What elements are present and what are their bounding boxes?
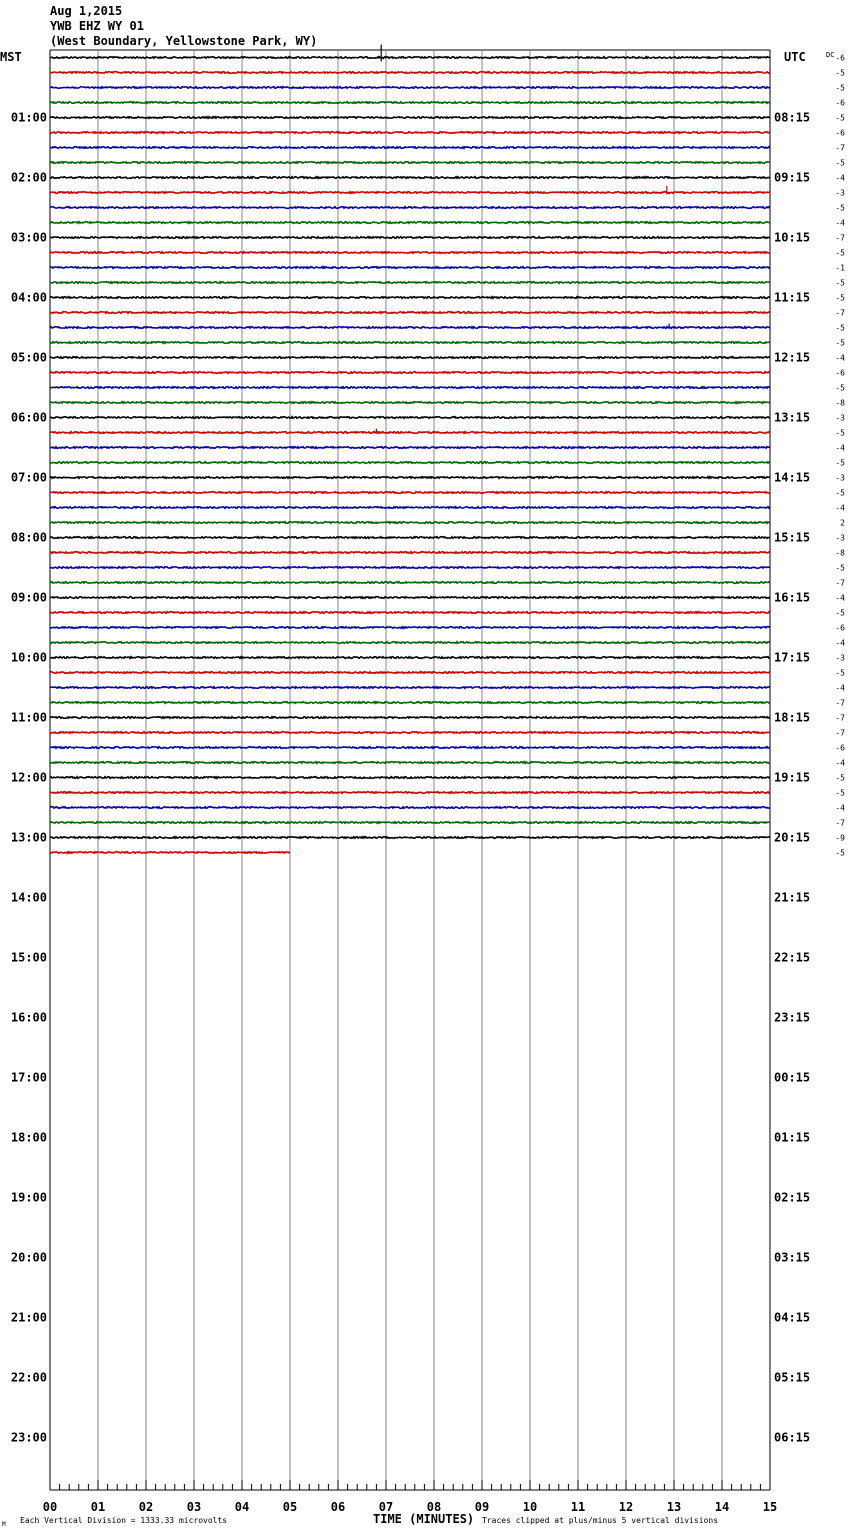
mst-hour-label: 02:00 bbox=[10, 170, 47, 185]
right-zone-label: UTC bbox=[784, 50, 806, 64]
dc-offset-label: -3 bbox=[835, 533, 845, 543]
dc-offset-label: -8 bbox=[835, 398, 845, 408]
seismic-trace bbox=[50, 702, 770, 704]
seismic-trace bbox=[50, 612, 770, 614]
seismic-trace bbox=[50, 267, 770, 269]
seismic-trace bbox=[50, 717, 770, 719]
utc-hour-label: 15:15 bbox=[774, 530, 811, 545]
utc-hour-label: 03:15 bbox=[774, 1250, 811, 1265]
dc-offset-label: 2 bbox=[840, 518, 845, 528]
dc-offset-label: -5 bbox=[835, 608, 845, 618]
seismic-trace bbox=[50, 57, 770, 59]
mst-hour-label: 06:00 bbox=[10, 410, 47, 425]
dc-offset-label: -5 bbox=[835, 458, 845, 468]
dc-offset-label: -7 bbox=[835, 818, 845, 828]
dc-offset-label: -4 bbox=[835, 353, 845, 363]
mst-hour-label: 10:00 bbox=[10, 650, 47, 665]
seismic-trace bbox=[50, 222, 770, 224]
dc-offset-label: -5 bbox=[835, 383, 845, 393]
dc-offset-label: -9 bbox=[835, 833, 845, 843]
seismic-trace bbox=[50, 807, 770, 809]
seismic-trace bbox=[50, 327, 770, 329]
seismic-trace bbox=[50, 837, 770, 839]
dc-offset-label: -4 bbox=[835, 758, 845, 768]
dc-offset-label: -4 bbox=[835, 803, 845, 813]
utc-hour-label: 17:15 bbox=[774, 650, 811, 665]
dc-offset-label: -4 bbox=[835, 638, 845, 648]
seismic-trace bbox=[50, 657, 770, 659]
x-tick-label: 11 bbox=[570, 1500, 586, 1514]
mst-hour-label: 19:00 bbox=[10, 1190, 47, 1205]
x-tick-label: 02 bbox=[138, 1500, 154, 1514]
dc-offset-label: -7 bbox=[835, 233, 845, 243]
seismic-trace bbox=[50, 147, 770, 149]
utc-hour-label: 10:15 bbox=[774, 230, 811, 245]
dc-offset-label: -7 bbox=[835, 698, 845, 708]
utc-hour-label: 01:15 bbox=[774, 1130, 811, 1145]
seismic-trace bbox=[50, 777, 770, 779]
seismic-trace bbox=[50, 237, 770, 239]
utc-hour-label: 02:15 bbox=[774, 1190, 811, 1205]
mst-hour-label: 23:00 bbox=[10, 1430, 47, 1445]
x-tick-label: 07 bbox=[378, 1500, 394, 1514]
dc-offset-label: -6 bbox=[835, 743, 845, 753]
seismic-trace bbox=[50, 537, 770, 539]
dc-offset-label: -5 bbox=[835, 563, 845, 573]
mst-hour-label: 01:00 bbox=[10, 110, 47, 125]
x-tick-label: 06 bbox=[330, 1500, 346, 1514]
utc-hour-label: 11:15 bbox=[774, 290, 811, 305]
utc-hour-label: 18:15 bbox=[774, 710, 811, 725]
seismic-trace bbox=[50, 342, 770, 344]
dc-offset-label: -4 bbox=[835, 173, 845, 183]
mst-hour-label: 15:00 bbox=[10, 950, 47, 965]
mst-hour-label: 20:00 bbox=[10, 1250, 47, 1265]
seismic-trace bbox=[50, 477, 770, 479]
seismic-trace bbox=[50, 177, 770, 179]
mst-hour-label: 16:00 bbox=[10, 1010, 47, 1025]
x-tick-label: 14 bbox=[714, 1500, 730, 1514]
dc-offset-label: -6 bbox=[835, 623, 845, 633]
mst-hour-label: 04:00 bbox=[10, 290, 47, 305]
dc-offset-label: -5 bbox=[835, 203, 845, 213]
dc-offset-label: -5 bbox=[835, 488, 845, 498]
dc-offset-label: -5 bbox=[835, 68, 845, 78]
seismic-trace bbox=[50, 297, 770, 299]
utc-hour-label: 21:15 bbox=[774, 890, 811, 905]
x-tick-label: 05 bbox=[282, 1500, 298, 1514]
utc-hour-label: 00:15 bbox=[774, 1070, 811, 1085]
utc-hour-label: 20:15 bbox=[774, 830, 811, 845]
footer-scale-note: Each Vertical Division = 1333.33 microvolts bbox=[20, 1516, 228, 1525]
seismic-trace bbox=[50, 72, 770, 74]
seismic-trace bbox=[50, 732, 770, 734]
utc-hour-label: 09:15 bbox=[774, 170, 811, 185]
mst-hour-label: 11:00 bbox=[10, 710, 47, 725]
seismic-trace bbox=[50, 402, 770, 404]
seismic-trace bbox=[50, 417, 770, 419]
dc-offset-label: -4 bbox=[835, 683, 845, 693]
seismic-trace bbox=[50, 567, 770, 569]
dc-offset-label: -7 bbox=[835, 713, 845, 723]
dc-offset-label: -5 bbox=[835, 848, 845, 858]
header-date: Aug 1,2015 bbox=[50, 4, 123, 18]
seismic-trace bbox=[50, 507, 770, 509]
footer-clip-note: Traces clipped at plus/minus 5 vertical divisions bbox=[482, 1516, 719, 1525]
seismic-trace bbox=[50, 252, 770, 254]
mst-hour-label: 14:00 bbox=[10, 890, 47, 905]
mst-hour-label: 22:00 bbox=[10, 1370, 47, 1385]
dc-offset-label: -7 bbox=[835, 728, 845, 738]
dc-offset-label: -3 bbox=[835, 473, 845, 483]
seismic-trace bbox=[50, 582, 770, 584]
seismic-trace bbox=[50, 87, 770, 89]
seismic-trace bbox=[50, 162, 770, 164]
dc-offset-label: -6 bbox=[835, 128, 845, 138]
x-axis-title: TIME (MINUTES) bbox=[373, 1512, 475, 1526]
mst-hour-label: 09:00 bbox=[10, 590, 47, 605]
dc-offset-label: -5 bbox=[835, 323, 845, 333]
seismic-trace bbox=[50, 432, 770, 434]
mst-hour-label: 17:00 bbox=[10, 1070, 47, 1085]
x-tick-label: 10 bbox=[522, 1500, 538, 1514]
utc-hour-label: 13:15 bbox=[774, 410, 811, 425]
seismic-trace bbox=[50, 747, 770, 749]
x-tick-label: 09 bbox=[474, 1500, 490, 1514]
dc-offset-label: -5 bbox=[835, 278, 845, 288]
dc-offset-label: -6 bbox=[835, 53, 845, 63]
dc-label: DC bbox=[826, 51, 835, 59]
header-station: YWB EHZ WY 01 bbox=[50, 19, 144, 33]
seismic-trace bbox=[50, 762, 770, 764]
grid-lines bbox=[50, 50, 770, 1490]
mst-hour-label: 03:00 bbox=[10, 230, 47, 245]
seismic-trace bbox=[50, 357, 770, 359]
axis-labels bbox=[11, 54, 845, 1515]
utc-hour-label: 06:15 bbox=[774, 1430, 811, 1445]
utc-hour-label: 23:15 bbox=[774, 1010, 811, 1025]
seismic-trace bbox=[50, 372, 770, 374]
mst-hour-label: 07:00 bbox=[10, 470, 47, 485]
dc-offset-label: -7 bbox=[835, 578, 845, 588]
seismic-trace bbox=[50, 492, 770, 494]
seismic-trace bbox=[50, 117, 770, 119]
seismic-trace bbox=[50, 102, 770, 104]
dc-offset-label: -1 bbox=[835, 263, 845, 273]
seismic-trace bbox=[50, 132, 770, 134]
mst-hour-label: 05:00 bbox=[10, 350, 47, 365]
seismic-trace bbox=[50, 207, 770, 209]
utc-hour-label: 19:15 bbox=[774, 770, 811, 785]
dc-offset-label: -4 bbox=[835, 443, 845, 453]
dc-offset-label: -6 bbox=[835, 98, 845, 108]
x-tick-label: 00 bbox=[42, 1500, 58, 1514]
dc-offset-label: -7 bbox=[835, 308, 845, 318]
seismic-trace bbox=[50, 462, 770, 464]
dc-offset-label: -5 bbox=[835, 773, 845, 783]
seismic-trace bbox=[50, 522, 770, 524]
dc-offset-label: -5 bbox=[835, 788, 845, 798]
dc-offset-label: -5 bbox=[835, 338, 845, 348]
x-tick-label: 08 bbox=[426, 1500, 442, 1514]
x-tick-label: 04 bbox=[234, 1500, 250, 1514]
header-location: (West Boundary, Yellowstone Park, WY) bbox=[50, 34, 318, 48]
utc-hour-label: 14:15 bbox=[774, 470, 811, 485]
dc-offset-label: -7 bbox=[835, 143, 845, 153]
dc-offset-label: -8 bbox=[835, 548, 845, 558]
dc-offset-label: -5 bbox=[835, 428, 845, 438]
mst-hour-label: 12:00 bbox=[10, 770, 47, 785]
dc-offset-label: -5 bbox=[835, 83, 845, 93]
seismic-trace bbox=[50, 672, 770, 674]
dc-offset-label: -4 bbox=[835, 593, 845, 603]
seismic-trace bbox=[50, 282, 770, 284]
utc-hour-label: 16:15 bbox=[774, 590, 811, 605]
utc-hour-label: 12:15 bbox=[774, 350, 811, 365]
seismic-trace bbox=[50, 597, 770, 599]
seismic-trace bbox=[50, 192, 770, 194]
seismic-trace bbox=[50, 852, 290, 854]
utc-hour-label: 22:15 bbox=[774, 950, 811, 965]
seismic-trace bbox=[50, 627, 770, 629]
seismic-trace bbox=[50, 687, 770, 689]
dc-offset-label: -5 bbox=[835, 158, 845, 168]
dc-offset-label: -5 bbox=[835, 113, 845, 123]
dc-offset-label: -5 bbox=[835, 293, 845, 303]
x-tick-label: 15 bbox=[762, 1500, 778, 1514]
seismic-trace bbox=[50, 642, 770, 644]
utc-hour-label: 05:15 bbox=[774, 1370, 811, 1385]
seismic-trace bbox=[50, 312, 770, 314]
seismic-trace bbox=[50, 552, 770, 554]
dc-offset-label: -4 bbox=[835, 218, 845, 228]
x-tick-label: 01 bbox=[90, 1500, 106, 1514]
utc-hour-label: 04:15 bbox=[774, 1310, 811, 1325]
mst-hour-label: 08:00 bbox=[10, 530, 47, 545]
seismic-trace bbox=[50, 447, 770, 449]
seismic-trace bbox=[50, 822, 770, 824]
seismic-trace bbox=[50, 792, 770, 794]
dc-offset-label: -3 bbox=[835, 188, 845, 198]
x-tick-label: 03 bbox=[186, 1500, 202, 1514]
seismic-trace bbox=[50, 387, 770, 389]
x-tick-label: 13 bbox=[666, 1500, 682, 1514]
corner-mark: M bbox=[2, 1521, 6, 1528]
x-tick-label: 12 bbox=[618, 1500, 634, 1514]
dc-offset-label: -4 bbox=[835, 503, 845, 513]
mst-hour-label: 18:00 bbox=[10, 1130, 47, 1145]
dc-offset-label: -5 bbox=[835, 668, 845, 678]
left-zone-label: MST bbox=[0, 50, 22, 64]
dc-offset-label: -6 bbox=[835, 368, 845, 378]
dc-offset-label: -3 bbox=[835, 413, 845, 423]
utc-hour-label: 08:15 bbox=[774, 110, 811, 125]
dc-offset-label: -3 bbox=[835, 653, 845, 663]
mst-hour-label: 13:00 bbox=[10, 830, 47, 845]
trace-group bbox=[50, 45, 770, 854]
mst-hour-label: 21:00 bbox=[10, 1310, 47, 1325]
dc-offset-label: -5 bbox=[835, 248, 845, 258]
